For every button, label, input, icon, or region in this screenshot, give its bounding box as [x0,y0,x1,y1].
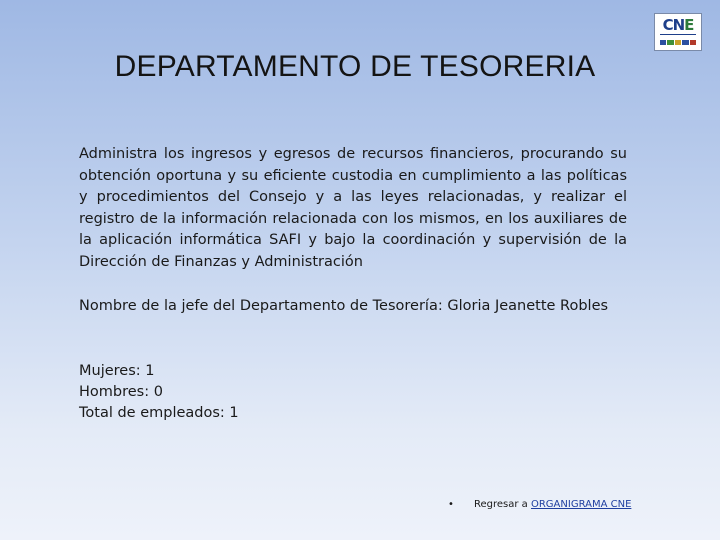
logo-underline [660,34,696,35]
back-link-row [448,499,631,510]
organigrama-link[interactable]: ORGANIGRAMA CNE [530,499,632,510]
back-link-prefix: Regresar a [474,499,531,510]
count-mujeres: Mujeres: 1 [79,363,155,379]
bullet-icon: • [448,499,454,510]
count-total: Total de empleados: 1 [79,405,239,421]
cne-logo [654,13,702,51]
count-hombres: Hombres: 0 [79,384,163,400]
department-description: Administra los ingresos y egresos de recursos financieros, procurando su obtención oportuna y su eficiente custodia en cumplimiento a las políticas y procedimientos del Consejo y a las leyes relacionadas, y realizar el registro de la información relacionada con los mismos, en los auxiliares de la aplicación informática SAFI y bajo la coordinación y supervisión de la Dirección de Finanzas y Administración [79,146,627,270]
page-title: DEPARTAMENTO DE TESORERIA [114,50,596,83]
cne-logo-text: CNE [662,16,694,34]
logo-color-strip [660,40,696,45]
department-head: Nombre de la jefe del Departamento de Tesorería: Gloria Jeanette Robles [79,298,609,314]
employee-counts [79,361,239,424]
